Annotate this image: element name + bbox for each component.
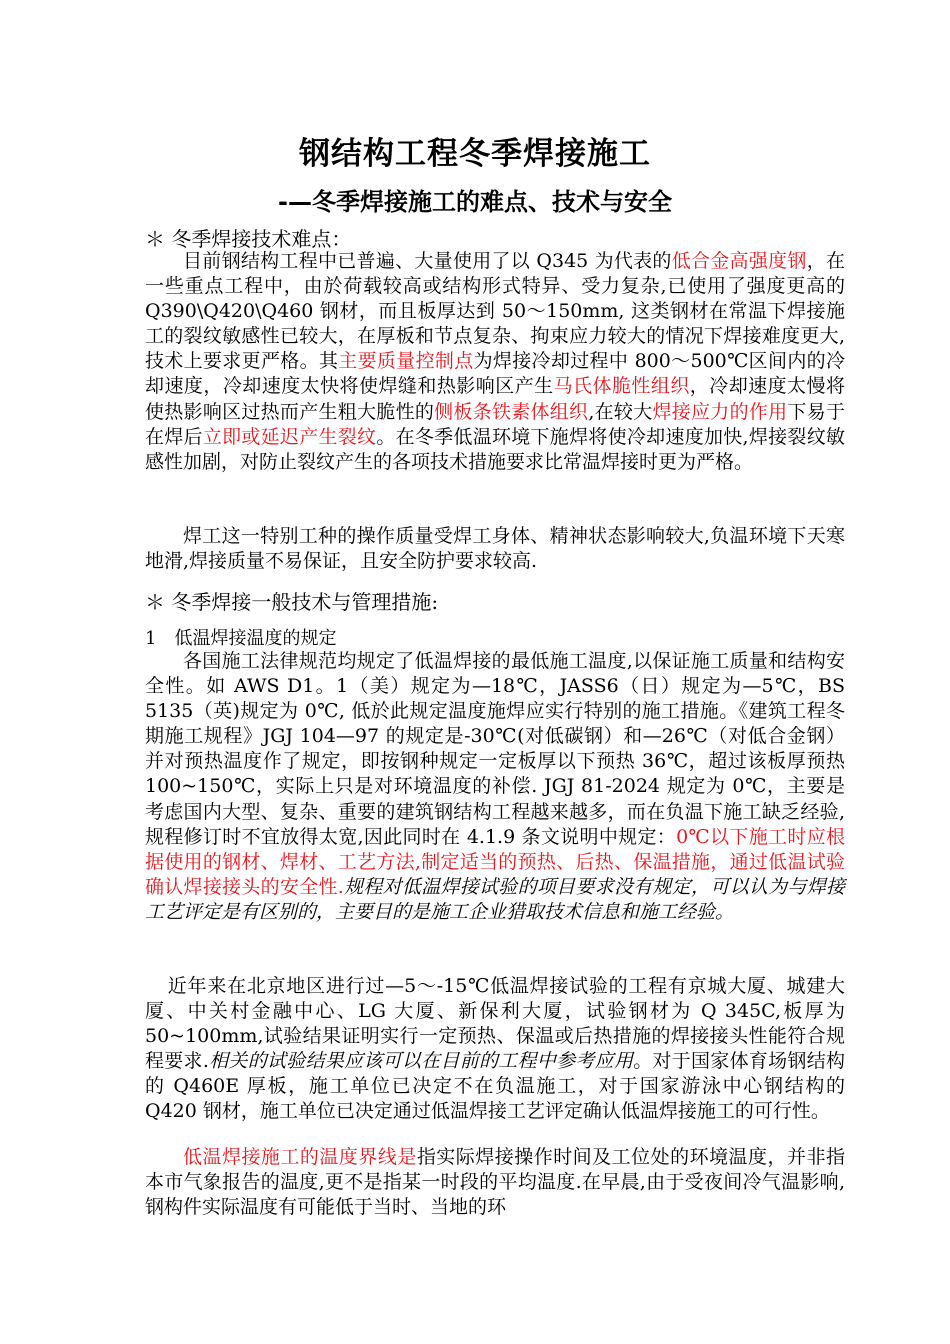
highlight-ferrite: 侧板条铁素体组织 — [434, 400, 589, 423]
highlight-martensite: 马氏体脆性组织 — [553, 375, 690, 398]
highlight-below-zero-measures: 0℃以下施工时应根据使用的钢材、焊材、工艺方法,制定适当的预热、后热、保温措施，通过低温试验确认焊接接头的安全性. — [145, 825, 846, 898]
paragraph-standards: 各国施工法律规范均规定了低温焊接的最低施工温度,以保证施工质量和结构安全性。如 AWS D1。1（美）规定为—18℃，JASS6（日）规定为—5℃，BS 5135（英)规定为 0℃, 低於此规定温度施焊应实行特别的施工措施。《建筑工程冬期施工规程》JGJ 104—97 的规定是-30℃(对低碳钢）和—26℃（对低合金钢）并对预热温度作了规定，即按钢种规定一定板厚以下预热 36℃，超过该板厚预热 100~150℃，实际上只是对环境温度的补偿. JGJ 81-2024 规定为 0℃，主要是考虑国内大型、复杂、重要的建筑钢结构工程越来越多，而在负温下施工缺乏经验,规程修订时不宜放得太宽,因此同时在 4.1.9 条文说明中规定：0℃以下施工时应根据使用的钢材、焊材、工艺方法,制定适当的预热、后热、保温措施，通过低温试验确认焊接接头的安全性.规程对低温焊接试验的项目要求没有规定，可以认为与焊接工艺评定是有区别的，主要目的是施工企业猎取技术信息和施工经验。 — [145, 650, 846, 923]
section-heading-measures: ＊ 冬季焊接一般技术与管理措施: — [145, 590, 439, 614]
paragraph-difficulties: 目前钢结构工程中已普遍、大量使用了以 Q345 为代表的低合金高强度钢，在一些重点工程中，由於荷载较高或结构形式特异、受力复杂,已使用了强度更高的 Q390\Q420\Q460 钢材，而且板厚达到 50～150mm, 这类钢材在常温下焊接施工的裂纹敏感性已较大，在厚板和节点复杂、拘束应力较大的情况下焊接难度更大,技术上要求更严格。其主要质量控制点为焊接冷却过程中 800～500℃区间内的冷却速度，冷却速度太快将使焊缝和热影响区产生马氏体脆性组织，冷却速度太慢将使热影响区过热而产生粗大脆性的侧板条铁素体组织,在较大焊接应力的作用下易于在焊后立即或延迟产生裂纹。在冬季低温环境下施焊将使冷却速度加快,焊接裂纹敏感性加剧，对防止裂纹产生的各项技术措施要求比常温焊接时更为严格。 — [145, 250, 845, 473]
paragraph-welder-conditions: 焊工这一特别工种的操作质量受焊工身体、精神状态影响较大,负温环境下天寒地滑,焊接质量不易保证，且安全防护要求较高. — [145, 525, 845, 573]
subsection-heading-temperature: 1 低温焊接温度的规定 — [145, 628, 337, 649]
highlight-cracking: 立即或延迟产生裂纹 — [202, 425, 377, 448]
highlight-welding-stress: 焊接应力的作用 — [652, 400, 788, 423]
italic-reference-note: 相关的试验结果应该可以在目前的工程中参考应用 — [208, 1050, 634, 1073]
highlight-low-alloy-steel: 低合金高强度钢 — [671, 250, 807, 272]
section-heading-difficulties: ＊ 冬季焊接技术难点： — [145, 227, 352, 251]
paragraph-temperature-boundary: 低温焊接施工的温度界线是指实际焊接操作时间及工位处的环境温度，并非指本市气象报告的温度,更不是指某一时段的平均温度.在早晨,由于受夜间冷气温影响,钢构件实际温度有可能低于当时、当地的环 — [145, 1146, 845, 1219]
document-title: 钢结构工程冬季焊接施工 — [299, 136, 651, 172]
paragraph-beijing-tests: 近年来在北京地区进行过—5～-15℃低温焊接试验的工程有京城大厦、城建大厦、中关村金融中心、LG 大厦、新保利大厦，试验钢材为 Q 345C,板厚为 50~100mm,试验结果证明实行一定预热、保温或后热措施的焊接接头性能符合规程要求.相关的试验结果应该可以在目前的工程中参考应用。对于国家体育场钢结构的 Q460E 厚板，施工单位已决定不在负温施工，对于国家游泳中心钢结构的 Q420 钢材，施工单位已决定通过低温焊接工艺评定确认低温焊接施工的可行性。 — [145, 975, 845, 1123]
document-subtitle: -—冬季焊接施工的难点、技术与安全 — [278, 188, 672, 216]
italic-test-note: 规程对低温焊接试验的项目要求没有规定，可以认为与焊接工艺评定是有区别的，主要目的是施工企业猎取技术信息和施工经验。 — [145, 875, 845, 923]
highlight-quality-control-point: 主要质量控制点 — [338, 350, 474, 373]
highlight-temperature-boundary: 低温焊接施工的温度界线是 — [183, 1146, 417, 1168]
